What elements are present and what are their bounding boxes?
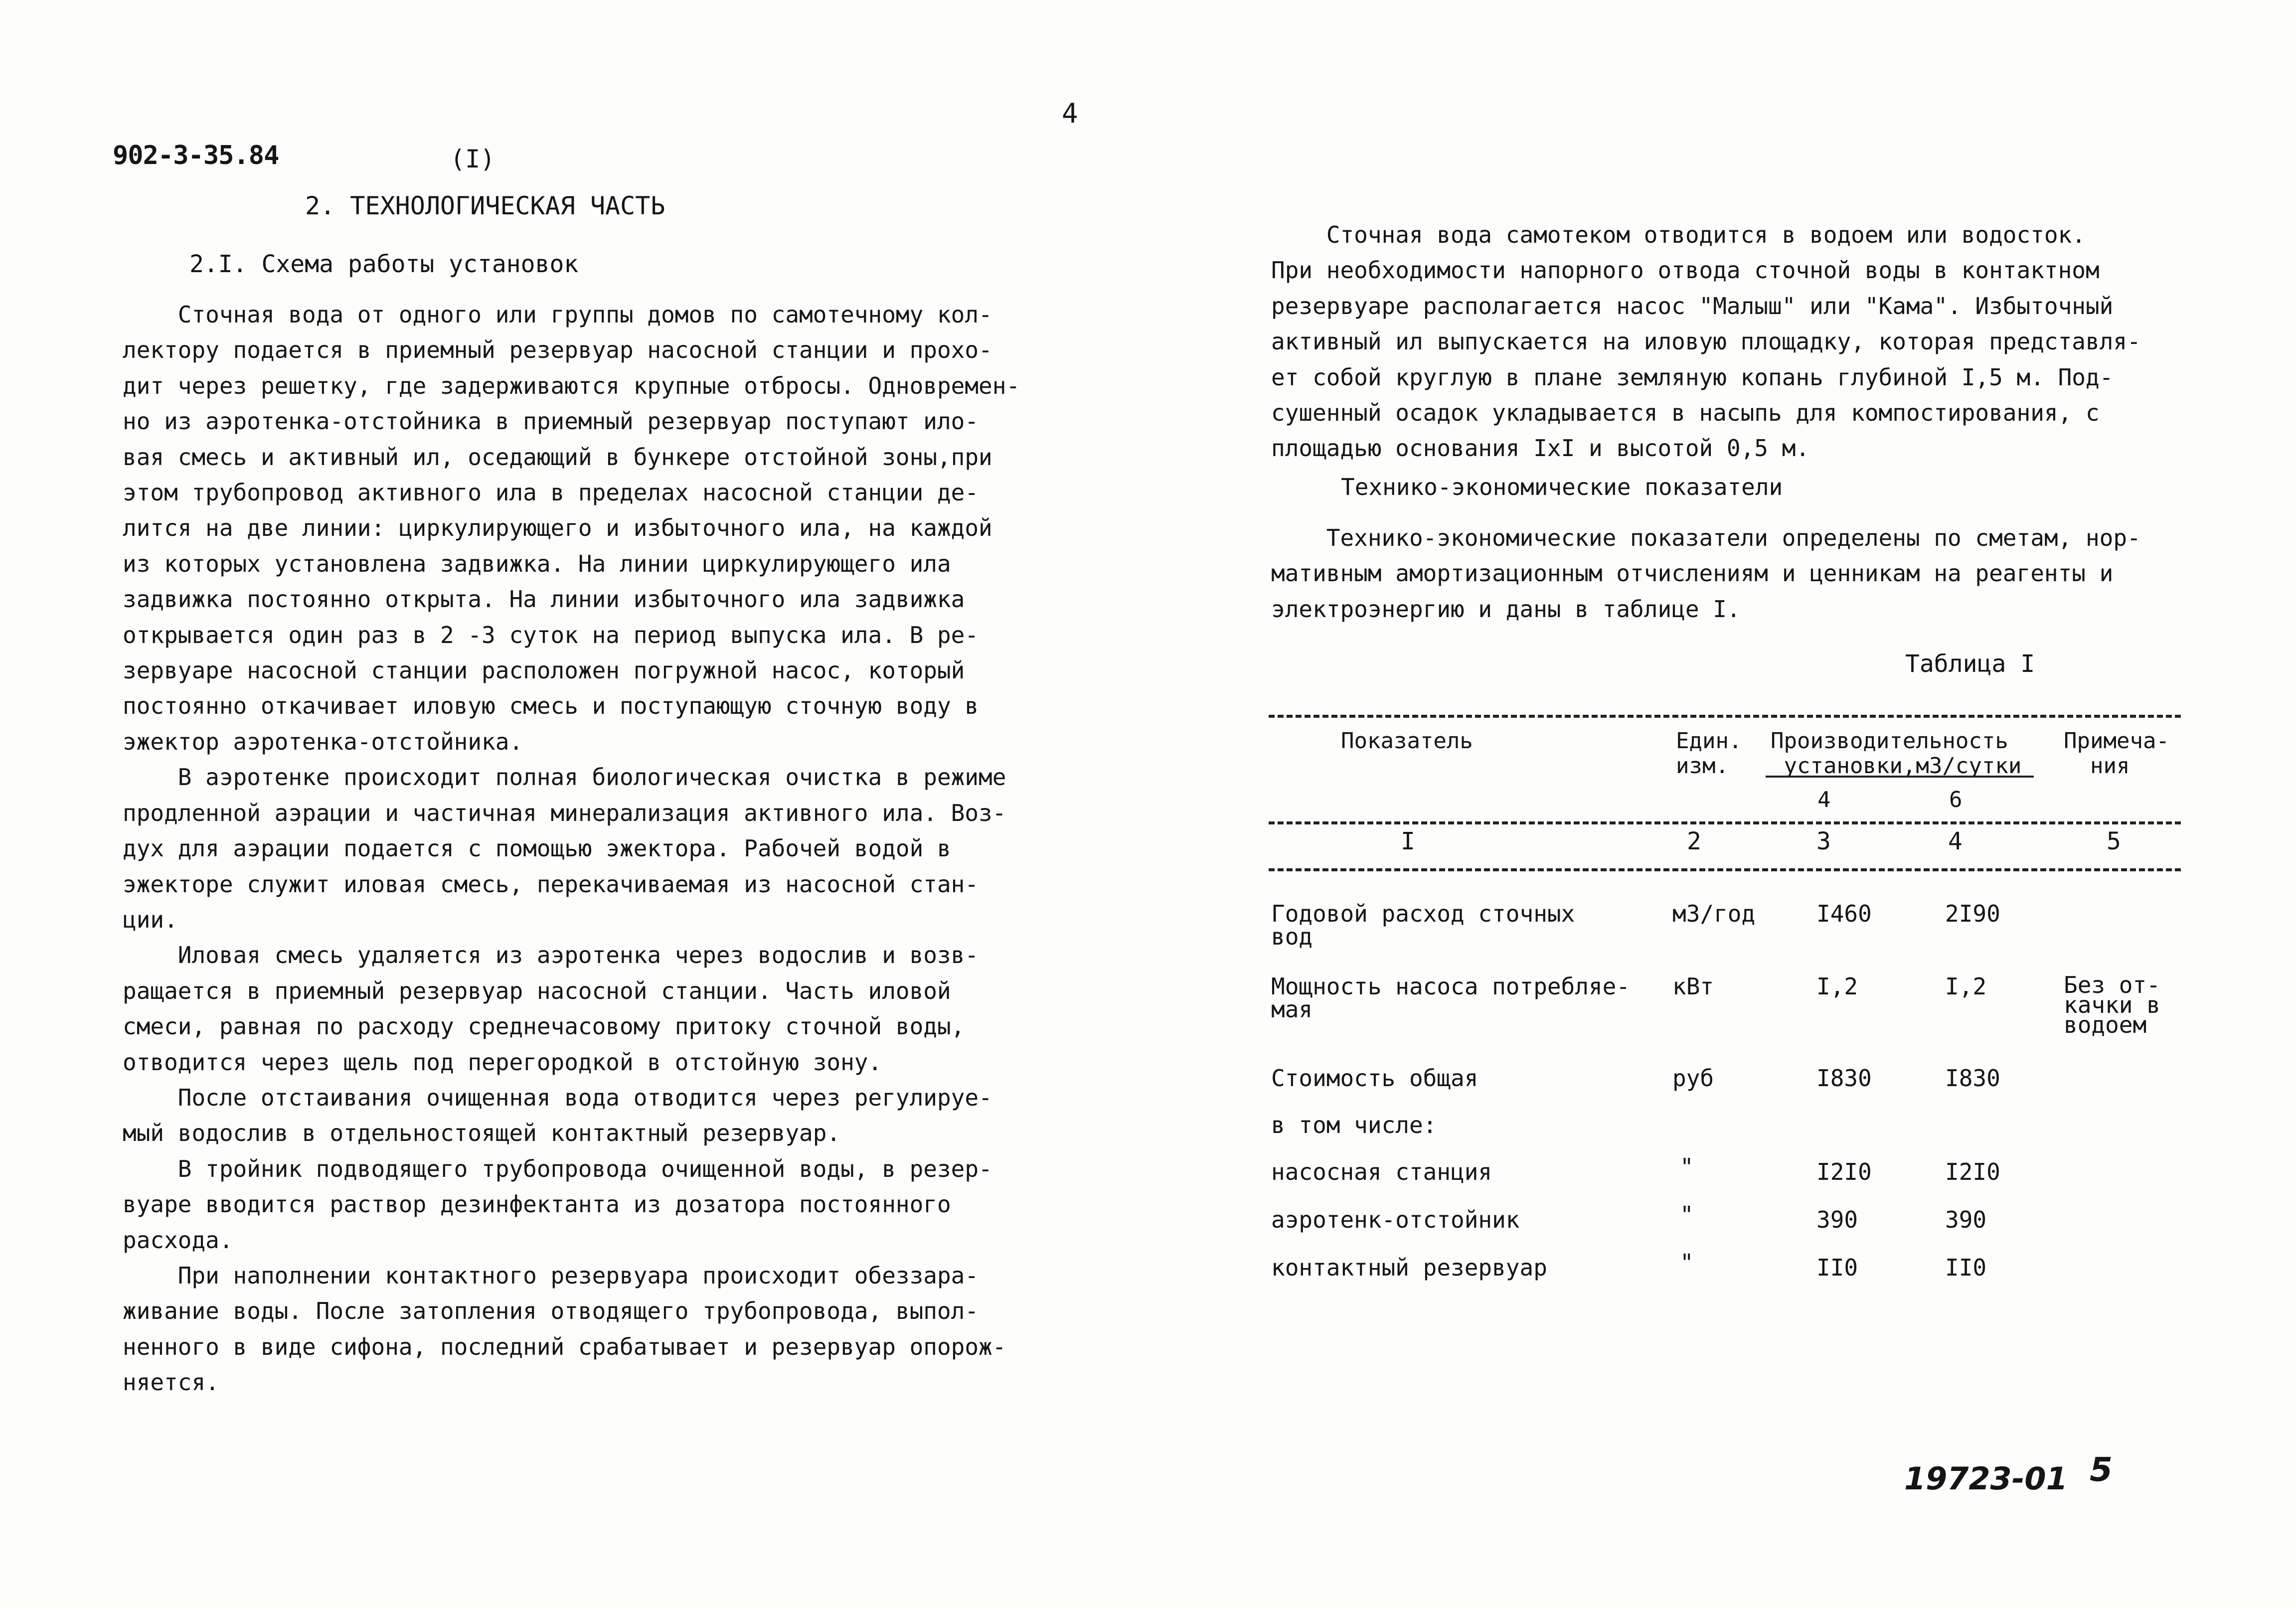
sheet-number: (I) xyxy=(450,145,495,173)
header-capacity-4: 4 xyxy=(1817,787,1831,812)
table-row-value-4: 390 xyxy=(1816,1206,1858,1233)
column-number-1: I xyxy=(1401,827,1415,855)
right-column-text: Сточная вода самотеком отводится в водоем или водосток. При необходимости напорного отвода сточной воды в контактном резервуаре располагается насос "Малыш" или "Кама". Избыточный активный ил выпускается на иловую площадку, которая представля- ет собой круглую в плане земляную копань глубиной I,5 м. Под- сушенный осадок укладывается в насыпь для компостирования, с площадью основания IxI и высотой 0,5 м. xyxy=(1271,221,2141,462)
table-row-unit: руб xyxy=(1672,1065,1714,1092)
left-column-text: Сточная вода от одного или группы домов по самотечному кол- лектору подается в приемный резервуар насосной станции и прохо- дит через решетку, где задерживаются крупные отбросы. Одновремен- но из аэротенка-отстойника в приемный резервуар поступают ило- вая смесь и активный ил, оседающий в бункере отстойной зоны,при этом трубопровод активного ила в пределах насосной станции де- лится на две линии: циркулирующего и избыточного ила, на каждой из которых установлена задвижка. На линии циркулирующего ила задвижка постоянно открыта. На линии избыточного ила задвижка открывается один раз в 2 -3 суток на период выпуска ила. В ре- зервуаре насосной станции расположен погружной насос, который постоянно откачивает иловую смесь и поступающую сточную воду в эжектор аэротенка-отстойника. В аэротенке происходит полная биологическая очистка в режиме продленной аэрации и частичная минерализация активного ила. Воз- дух для аэрации подается с помощью эжектора. Рабочей водой в эжекторе служит иловая смесь, перекачиваемая из насосной стан- ции. Иловая смесь удаляется из аэротенка через водослив и возв- ращается в приемный резервуар насосной станции. Часть иловой смеси, равная по расходу среднечасовому притоку сточной воды, отводится через щель под перегородкой в отстойную зону. После отстаивания очищенная вода отводится через регулируе- мый водослив в отдельностоящей контактный резервуар. В тройник подводящего трубопровода очищенной воды, в резер- вуаре вводится раствор дезинфектанта из дозатора постоянного расхода. При наполнении контактного резервуара происходит обеззара- живание воды. После затопления отводящего трубопровода, выпол- ненного в виде сифона, последний срабатывает и резервуар опорож- няется. xyxy=(123,301,1020,1396)
capacity-underline xyxy=(1766,776,2034,778)
table-row-value-4: I830 xyxy=(1816,1065,1872,1092)
indicators-heading: Технико-экономические показатели xyxy=(1341,474,1783,500)
column-number-4: 4 xyxy=(1948,827,1963,855)
table-row-indicator: Мощность насоса потребляе- мая xyxy=(1271,973,1631,1023)
table-row-unit: " xyxy=(1680,1249,1694,1276)
section-title: 2. ТЕХНОЛОГИЧЕСКАЯ ЧАСТЬ xyxy=(305,191,665,220)
table-row-value-4: II0 xyxy=(1816,1254,1858,1281)
column-number-2: 2 xyxy=(1687,827,1701,855)
column-number-3: 3 xyxy=(1816,827,1831,855)
header-notes: Примеча- ния xyxy=(2064,728,2169,779)
indicators-text: Технико-экономические показатели определены по сметам, нор- мативным амортизационным отчислениям и ценникам на реагенты и электроэнергию и даны в таблице I. xyxy=(1271,524,2141,623)
document-code: 902-3-35.84 xyxy=(113,141,279,170)
table-row-note: Без от- качки в водоем xyxy=(2064,971,2160,1038)
table-row-unit: " xyxy=(1680,1201,1694,1228)
table-row-value-6: 390 xyxy=(1945,1206,1987,1233)
handwritten-archive-code: 19723-01 xyxy=(1904,1460,2068,1497)
subsection-title: 2.I. Схема работы установок xyxy=(189,250,579,278)
table-row-unit: " xyxy=(1680,1153,1694,1180)
table-row-value-6: I830 xyxy=(1945,1065,2000,1092)
table-row-indicator: в том числе: xyxy=(1271,1112,1437,1138)
handwritten-page-number: 5 xyxy=(2090,1450,2113,1489)
table-row-indicator: насосная станция xyxy=(1271,1158,1492,1185)
table-header-rule xyxy=(1269,821,2181,824)
page-number: 4 xyxy=(1062,98,1078,129)
table-row-indicator: Стоимость общая xyxy=(1271,1065,1478,1092)
table-top-rule xyxy=(1269,715,2181,718)
table-numbers-rule xyxy=(1269,868,2181,871)
table-row-unit: м3/год xyxy=(1672,900,1756,927)
header-capacity: Производительность установки,м3/сутки xyxy=(1771,728,2022,779)
table-row-indicator: Годовой расход сточных вод xyxy=(1271,900,1575,950)
table-row-value-6: I,2 xyxy=(1945,973,1987,1000)
header-unit: Един. изм. xyxy=(1676,728,1742,779)
header-indicator: Показатель xyxy=(1341,728,1473,754)
table-row-value-6: II0 xyxy=(1945,1254,1987,1281)
table-row-value-4: I460 xyxy=(1816,900,1872,927)
table-row-indicator: контактный резервуар xyxy=(1271,1254,1547,1281)
header-capacity-6: 6 xyxy=(1949,787,1963,812)
table-row-value-4: I,2 xyxy=(1816,973,1858,1000)
table-row-unit: кВт xyxy=(1672,973,1714,1000)
table-row-value-4: I2I0 xyxy=(1816,1158,1872,1185)
column-number-5: 5 xyxy=(2107,827,2121,855)
table-row-value-6: 2I90 xyxy=(1945,900,2000,927)
table-row-indicator: аэротенк-отстойник xyxy=(1271,1206,1520,1233)
table-row-value-6: I2I0 xyxy=(1945,1158,2000,1185)
table-label: Таблица I xyxy=(1905,650,2035,678)
